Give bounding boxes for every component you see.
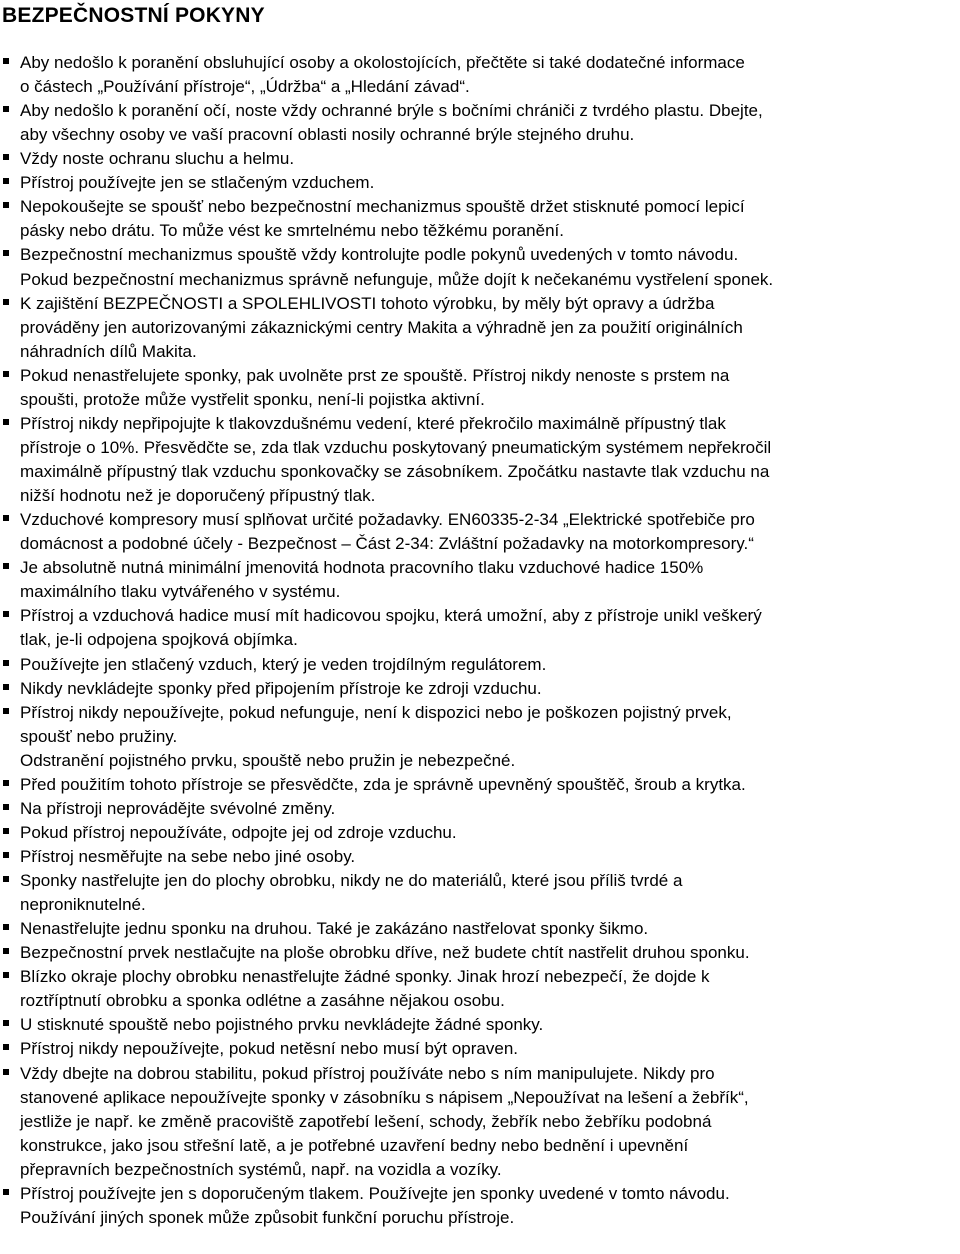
bullet-marker xyxy=(3,876,9,882)
bullet-marker xyxy=(3,852,9,858)
list-item-text-line: Nenastřelujte jednu sponku na druhou. Také je zakázáno nastřelovat sponky šikmo. xyxy=(20,919,649,939)
bullet-marker xyxy=(3,202,9,208)
list-item-text-line: Pokud bezpečnostní mechanizmus správně nefunguje, může dojít k nečekanému vystřelení sponek. xyxy=(20,269,774,289)
list-item-text-line: tlak, je-li odpojena spojková objímka. xyxy=(20,630,298,650)
list-item-text-line: Přístroj používejte jen se stlačeným vzduchem. xyxy=(20,173,375,193)
list-item-text-line: Před použitím tohoto přístroje se přesvědčte, zda je správně upevněný spouštěč, šroub a krytka. xyxy=(20,774,746,794)
list-item-text-line: Přístroj nesměřujte na sebe nebo jiné osoby. xyxy=(20,846,356,866)
list-item-text-line: spoušť nebo pružiny. xyxy=(20,726,178,746)
list-item-text-line: Vždy dbejte na dobrou stabilitu, pokud přístroj používáte nebo s ním manipulujete. Nikdy pro xyxy=(20,1063,715,1083)
list-item-text-line: nižší hodnotu než je doporučený přípustný tlak. xyxy=(20,486,376,506)
list-item-text-line: U stisknuté spouště nebo pojistného prvku nevkládejte žádné sponky. xyxy=(20,1015,544,1035)
bullet-marker xyxy=(3,611,9,617)
bullet-marker xyxy=(3,828,9,834)
bullet-marker xyxy=(3,106,9,112)
list-item-text-line: pásky nebo drátu. To může vést ke smrtelnému nebo těžkému poranění. xyxy=(20,221,564,241)
bullet-marker xyxy=(3,154,9,160)
list-item-text-line: Na přístroji neprovádějte svévolné změny. xyxy=(20,798,336,818)
list-item-text-line: Vzduchové kompresory musí splňovat určité požadavky. EN60335-2-34 „Elektrické spotřebiče pro xyxy=(20,510,755,530)
list-item-text-line: maximálně přípustný tlak vzduchu sponkovačky se zásobníkem. Zpočátku nastavte tlak vzduchu na xyxy=(20,462,770,482)
list-item-text-line: Bezpečnostní mechanizmus spouště vždy kontrolujte podle pokynů uvedených v tomto návodu. xyxy=(20,245,739,265)
bullet-marker xyxy=(3,299,9,305)
bullet-marker xyxy=(3,250,9,256)
list-item-text-line: neproniknutelné. xyxy=(20,895,146,915)
bullet-marker xyxy=(3,1189,9,1195)
list-item-text-line: jestliže je např. ke změně pracoviště zapotřebí lešení, schody, žebřík nebo žebříku podobná xyxy=(20,1111,712,1131)
list-item-text-line: spoušti, protože může vystřelit sponku, není-li pojistka aktivní. xyxy=(20,389,485,409)
bullet-marker xyxy=(3,419,9,425)
bullet-marker xyxy=(3,563,9,569)
list-item-text-line: Používání jiných sponek může způsobit funkční poruchu přístroje. xyxy=(20,1207,515,1227)
list-item-text-line: Používejte jen stlačený vzduch, který je veden trojdílným regulátorem. xyxy=(20,654,547,674)
list-item-text-line: Nepokoušejte se spoušť nebo bezpečnostní mechanizmus spouště držet stisknuté pomocí lepicí xyxy=(20,197,745,217)
list-item-text-line: Přístroj nikdy nepoužívejte, pokud netěsní nebo musí být opraven. xyxy=(20,1039,519,1059)
bullet-marker xyxy=(3,1069,9,1075)
bullet-marker xyxy=(3,660,9,666)
list-item-text-line: prováděny jen autorizovanými zákaznickými centry Makita a výhradně jen za použití originálních xyxy=(20,317,743,337)
list-item-text-line: přístroje o 10%. Přesvědčte se, zda tlak vzduchu poskytovaný pneumatickým systémem nepřekročil xyxy=(20,437,772,457)
list-item-text-line: přepravních bezpečnostních systémů, např. na vozidla a vozíky. xyxy=(20,1159,502,1179)
list-item-text-line: o částech „Používání přístroje“, „Údržba“ a „Hledání závad“. xyxy=(20,77,470,97)
list-item-text-line: Aby nedošlo k poranění očí, noste vždy ochranné brýle s bočními chrániči z tvrdého plastu. Dbejte, xyxy=(20,101,763,121)
list-item-text-line: aby všechny osoby ve vaší pracovní oblasti nosily ochranné brýle stejného druhu. xyxy=(20,125,635,145)
bullet-marker xyxy=(3,1044,9,1050)
list-item-text-line: domácnost a podobné účely - Bezpečnost – Část 2-34: Zvláštní požadavky na motorkompresory.“ xyxy=(20,534,754,554)
bullet-marker xyxy=(3,972,9,978)
list-item-text-line: K zajištění BEZPEČNOSTI a SPOLEHLIVOSTI tohoto výrobku, by měly být opravy a údržba xyxy=(20,293,715,313)
list-item-text-line: konstrukce, jako jsou střešní latě, a je potřebné uzavření bedny nebo bednění i upevnění xyxy=(20,1135,689,1155)
list-item-text-line: Je absolutně nutná minimální jmenovitá hodnota pracovního tlaku vzduchové hadice 150% xyxy=(20,558,704,578)
list-item-text-line: Přístroj a vzduchová hadice musí mít hadicovou spojku, která umožní, aby z přístroje unikl veškerý xyxy=(20,606,762,626)
list-item-text-line: Nikdy nevkládejte sponky před připojením přístroje ke zdroji vzduchu. xyxy=(20,678,542,698)
document-title: BEZPEČNOSTNÍ POKYNY xyxy=(2,4,265,27)
list-item-text-line: Přístroj nikdy nepřipojujte k tlakovzdušnému vedení, které překročilo maximálně přípustný tlak xyxy=(20,413,726,433)
list-item-text-line: Přístroj používejte jen s doporučeným tlakem. Používejte jen sponky uvedené v tomto návodu. xyxy=(20,1183,730,1203)
bullet-marker xyxy=(3,708,9,714)
bullet-marker xyxy=(3,948,9,954)
bullet-marker xyxy=(3,1020,9,1026)
list-item-text-line: Vždy noste ochranu sluchu a helmu. xyxy=(20,149,295,169)
bullet-marker xyxy=(3,371,9,377)
list-item-text-line: náhradních dílů Makita. xyxy=(20,341,197,361)
list-item-text-line: stanovené aplikace nepoužívejte sponky v zásobníku s nápisem „Nepoužívat na lešení a žebřík“, xyxy=(20,1087,749,1107)
list-item-text-line: Odstranění pojistného prvku, spouště nebo pružin je nebezpečné. xyxy=(20,750,516,770)
list-item-text-line: Bezpečnostní prvek nestlačujte na ploše obrobku dříve, než budete chtít nastřelit druhou sponku. xyxy=(20,943,750,963)
list-item-text-line: maximálního tlaku vytvářeného v systému. xyxy=(20,582,341,602)
list-item-text-line: Pokud nenastřelujete sponky, pak uvolněte prst ze spouště. Přístroj nikdy nenoste s prstem na xyxy=(20,365,730,385)
list-item-text-line: Blízko okraje plochy obrobku nenastřelujte žádné sponky. Jinak hrozí nebezpečí, že dojde k xyxy=(20,967,710,987)
bullet-marker xyxy=(3,780,9,786)
list-item-text-line: roztříptnutí obrobku a sponka odlétne a zasáhne nějakou osobu. xyxy=(20,991,505,1011)
bullet-marker xyxy=(3,515,9,521)
bullet-marker xyxy=(3,804,9,810)
bullet-marker xyxy=(3,58,9,64)
bullet-marker xyxy=(3,178,9,184)
bullet-marker xyxy=(3,924,9,930)
bullet-marker xyxy=(3,684,9,690)
list-item-text-line: Pokud přístroj nepoužíváte, odpojte jej od zdroje vzduchu. xyxy=(20,822,457,842)
list-item-text-line: Sponky nastřelujte jen do plochy obrobku, nikdy ne do materiálů, které jsou příliš tvrdé a xyxy=(20,871,683,891)
list-item-text-line: Přístroj nikdy nepoužívejte, pokud nefunguje, není k dispozici nebo je poškozen pojistný prvek, xyxy=(20,702,732,722)
list-item-text-line: Aby nedošlo k poranění obsluhující osoby a okolostojících, přečtěte si také dodatečné informace xyxy=(20,53,745,72)
